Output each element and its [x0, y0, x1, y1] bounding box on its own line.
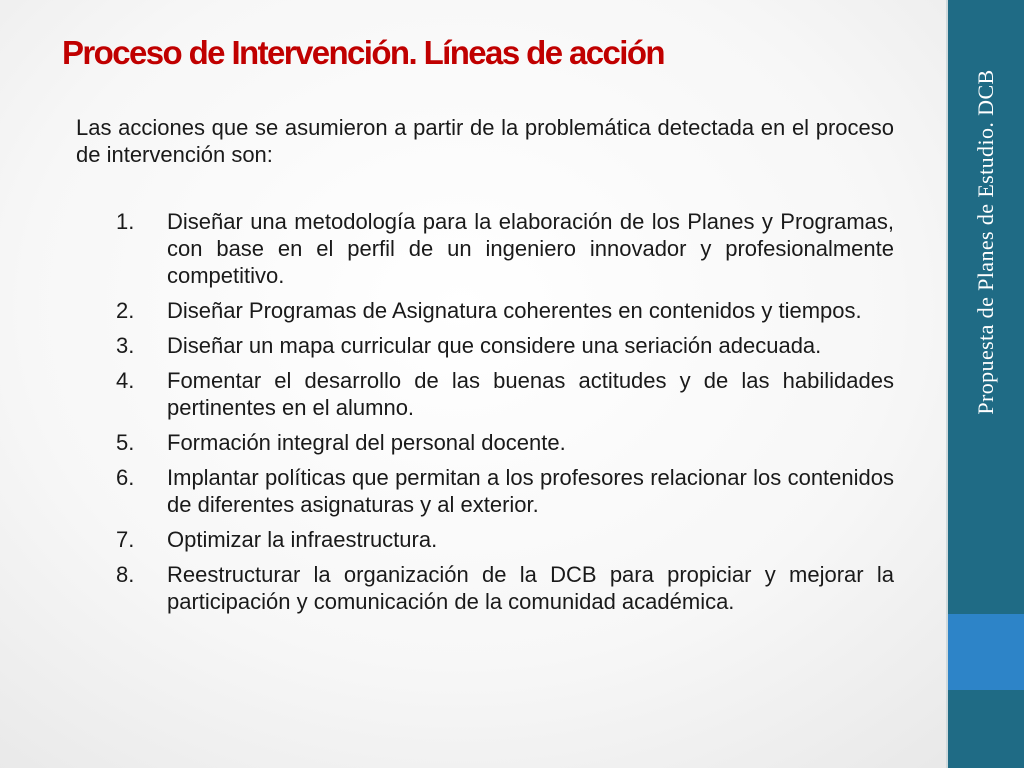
- list-item-text: Reestructurar la organización de la DCB para propiciar y mejorar la participación y comunicación de la comunidad académica.: [167, 562, 894, 614]
- intro-paragraph: Las acciones que se asumieron a partir de la problemática detectada en el proceso de intervención son:: [76, 115, 894, 167]
- list-item: [76, 561, 894, 615]
- list-item-number: 2.: [116, 298, 135, 323]
- list-item-number: 5.: [116, 430, 135, 455]
- list-item-text: Optimizar la infraestructura.: [167, 527, 438, 552]
- list-item: [76, 526, 894, 553]
- list-item-number: 6.: [116, 465, 135, 490]
- slide-title: Proceso de Intervención. Líneas de acción: [62, 34, 664, 71]
- sidebar-band: [946, 0, 1024, 768]
- list-item-number: 1.: [116, 209, 135, 234]
- list-item-number: 8.: [116, 562, 135, 587]
- list-item-text: Implantar políticas que permitan a los profesores relacionar los contenidos de diferentes asignaturas y al exterior.: [167, 465, 894, 517]
- action-list: [76, 208, 894, 623]
- list-item: [76, 332, 894, 359]
- list-item-text: Formación integral del personal docente.: [167, 430, 566, 455]
- list-item-number: 4.: [116, 368, 135, 393]
- list-item-text: Diseñar un mapa curricular que considere una seriación adecuada.: [167, 333, 822, 358]
- list-item: [76, 429, 894, 456]
- sidebar-caption: Propuesta de Planes de Estudio. DCB: [973, 69, 998, 415]
- sidebar-accent-block: [948, 614, 1024, 690]
- list-item-number: 3.: [116, 333, 135, 358]
- list-item: [76, 297, 894, 324]
- list-item-text: Diseñar una metodología para la elaboración de los Planes y Programas, con base en el perfil de un ingeniero innovador y profesionalmente competitivo.: [167, 209, 894, 288]
- list-item: [76, 464, 894, 518]
- list-item: [76, 208, 894, 289]
- list-item-text: Diseñar Programas de Asignatura coherentes en contenidos y tiempos.: [167, 298, 862, 323]
- list-item-number: 7.: [116, 527, 135, 552]
- list-item: [76, 367, 894, 421]
- list-item-text: Fomentar el desarrollo de las buenas actitudes y de las habilidades pertinentes en el alumno.: [167, 368, 894, 420]
